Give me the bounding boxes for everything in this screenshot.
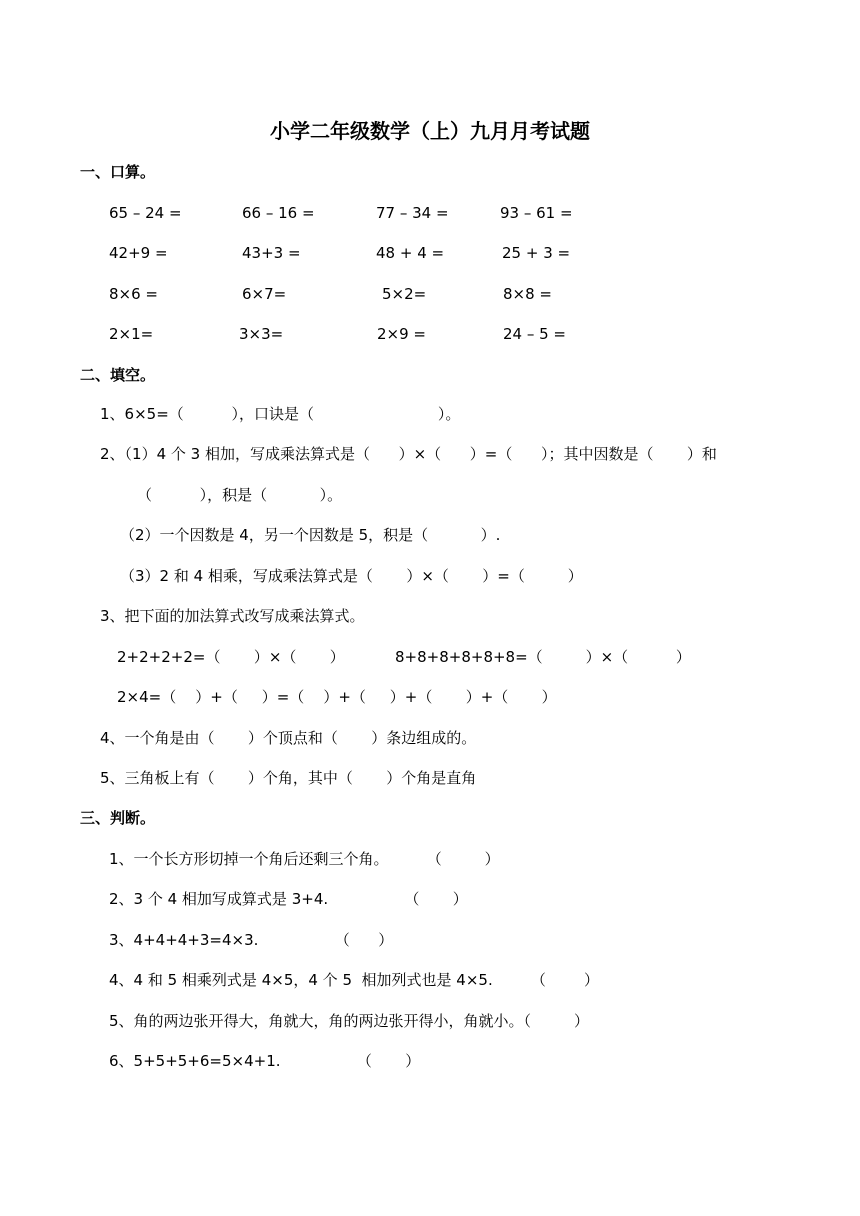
judge-item: 4、4 和 5 相乘列式是 4×5，4 个 5 相加列式也是 4×5. （ ） bbox=[109, 971, 599, 989]
fill-question-2-1: 2、（1）4 个 3 相加，写成乘法算式是（ ）×（ ）=（ ）；其中因数是（ ）和 bbox=[100, 445, 717, 463]
oral-calc-item: 8×6 = bbox=[109, 285, 158, 303]
fill-question-3: 3、把下面的加法算式改写成乘法算式。 bbox=[100, 607, 365, 625]
judge-item: 3、4+4+4+3=4×3. （ ） bbox=[109, 931, 394, 949]
oral-calc-item: 65 – 24 = bbox=[109, 204, 182, 222]
judge-item: 6、5+5+5+6=5×4+1. （ ） bbox=[109, 1052, 421, 1070]
oral-calc-item: 93 – 61 = bbox=[500, 204, 573, 222]
oral-calc-item: 48 + 4 = bbox=[376, 244, 445, 262]
oral-calc-item: 3×3= bbox=[239, 325, 284, 343]
oral-calc-item: 2×9 = bbox=[377, 325, 426, 343]
oral-calc-item: 25 + 3 = bbox=[502, 244, 571, 262]
oral-calc-item: 66 – 16 = bbox=[242, 204, 315, 222]
oral-calc-item: 43+3 = bbox=[242, 244, 301, 262]
fill-question-3c: 2×4=（ ）+（ ）=（ ）+（ ）+（ ）+（ ） bbox=[117, 688, 557, 706]
oral-calc-item: 42+9 = bbox=[109, 244, 168, 262]
judge-item: 5、角的两边张开得大，角就大，角的两边张开得小，角就小。（ ） bbox=[109, 1012, 589, 1030]
judge-item: 1、一个长方形切掉一个角后还剩三个角。 （ ） bbox=[109, 850, 500, 868]
fill-question-3a: 2+2+2+2=（ ）×（ ） bbox=[117, 648, 345, 666]
fill-question-2-3: （3）2 和 4 相乘，写成乘法算式是（ ）×（ ）=（ ） bbox=[120, 567, 583, 585]
section-heading-fill-in: 二、填空。 bbox=[80, 366, 156, 384]
section-heading-judge: 三、判断。 bbox=[80, 809, 156, 827]
oral-calc-item: 6×7= bbox=[242, 285, 287, 303]
section-heading-oral-calc: 一、口算。 bbox=[80, 163, 156, 181]
fill-question-3b: 8+8+8+8+8+8=（ ）×（ ） bbox=[395, 648, 691, 666]
fill-question-2-1-cont: （ ），积是（ ）。 bbox=[137, 486, 343, 504]
judge-item: 2、3 个 4 相加写成算式是 3+4. （ ） bbox=[109, 890, 468, 908]
oral-calc-item: 2×1= bbox=[109, 325, 154, 343]
page-title: 小学二年级数学（上）九月月考试题 bbox=[270, 119, 590, 143]
oral-calc-item: 24 – 5 = bbox=[503, 325, 567, 343]
fill-question-1: 1、6×5=（ ），口诀是（ ）。 bbox=[100, 405, 461, 423]
oral-calc-item: 5×2= bbox=[382, 285, 427, 303]
fill-question-4: 4、一个角是由（ ）个顶点和（ ）条边组成的。 bbox=[100, 729, 477, 747]
oral-calc-item: 77 – 34 = bbox=[376, 204, 449, 222]
oral-calc-item: 8×8 = bbox=[503, 285, 552, 303]
fill-question-5: 5、三角板上有（ ）个角，其中（ ）个角是直角 bbox=[100, 769, 477, 787]
fill-question-2-2: （2）一个因数是 4，另一个因数是 5，积是（ ）. bbox=[120, 526, 501, 544]
